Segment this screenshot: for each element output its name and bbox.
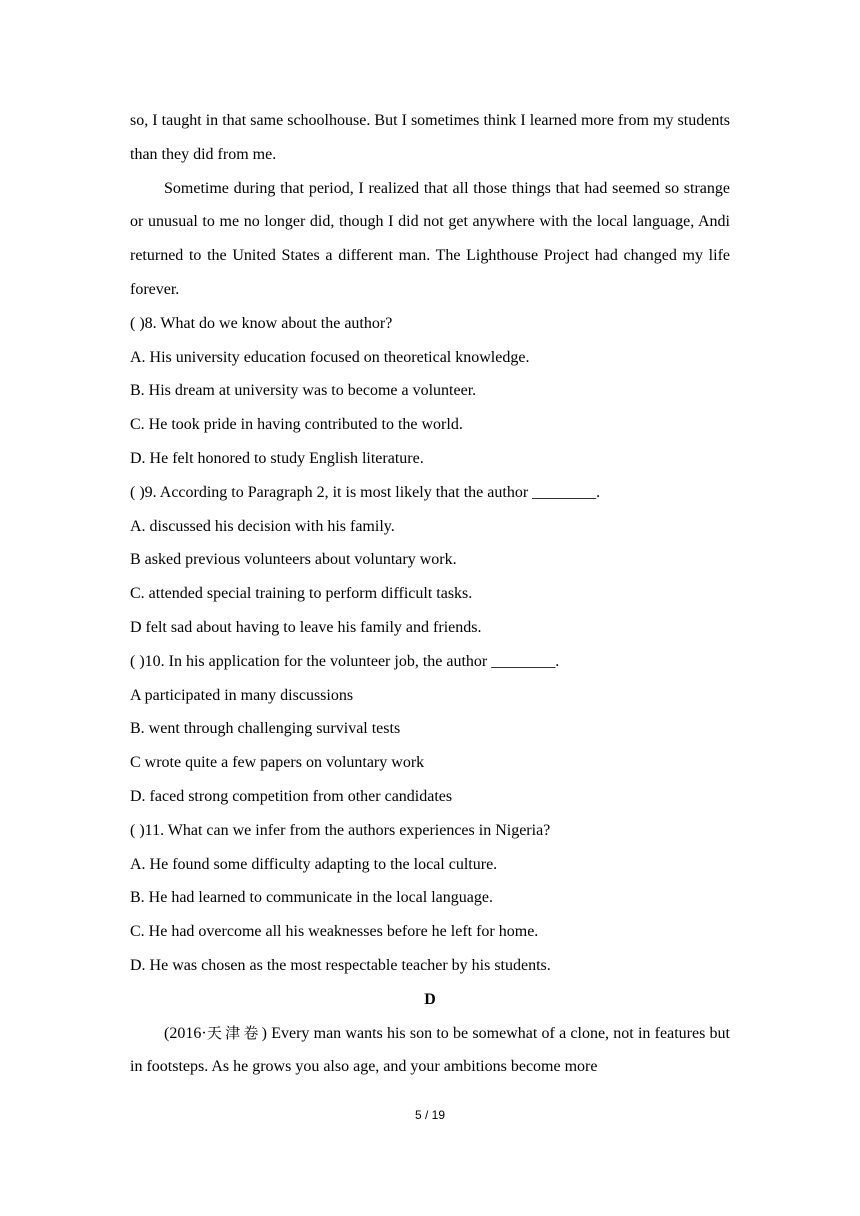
question-option: D. faced strong competition from other candidates [130,787,453,805]
passage-c-paragraph: so, I taught in that same schoolhouse. But I sometimes think I learned more from my students than they did from me. [130,112,730,163]
source-suffix: ) [261,1024,267,1042]
question-stem: ( )11. What can we infer from the authors experiences in Nigeria? [130,821,551,839]
source-name: 天津卷 [206,1023,262,1042]
question-stem: ( )10. In his application for the volunteer job, the author ________. [130,652,560,670]
question-8 [130,307,730,476]
page-number: 5 / 19 [414,1108,446,1122]
question-option: C. attended special training to perform difficult tasks. [130,585,473,603]
question-option: B. He had learned to communicate in the local language. [130,889,493,907]
question-option: C wrote quite a few papers on voluntary work [130,754,425,772]
question-9 [130,476,730,645]
source-prefix: (2016· [164,1024,207,1042]
question-option: D felt sad about having to leave his family and friends. [130,618,482,636]
passage-d-paragraph [130,1017,730,1085]
question-stem: ( )9. According to Paragraph 2, it is most likely that the author ________. [130,483,601,501]
question-option: B asked previous volunteers about voluntary work. [130,551,457,569]
question-10 [130,645,730,814]
passage-d-text: Every man wants his son to be somewhat of a clone, not in features but in footsteps. As he grows you also age, and your ambitions become more [130,1024,730,1076]
question-stem: ( )8. What do we know about the author? [130,314,393,332]
passage-c-last-paragraph: Sometime during that period, I realized that all those things that had seemed so strange or unusual to me no longer did, though I did not get anywhere with the local language, Andi returned to the United States a different man. The Lighthouse Project had changed my life forever. [130,179,730,298]
question-11 [130,814,730,983]
question-option: D. He was chosen as the most respectable teacher by his students. [130,956,551,974]
document-page [130,104,730,1084]
question-option: A participated in many discussions [130,686,354,704]
section-heading: D [424,990,436,1008]
question-option: A. discussed his decision with his family. [130,517,395,535]
question-option: B. went through challenging survival tests [130,720,401,738]
question-option: A. His university education focused on theoretical knowledge. [130,348,530,366]
question-option: C. He took pride in having contributed to the world. [130,416,463,434]
question-option: C. He had overcome all his weaknesses before he left for home. [130,923,539,941]
question-option: D. He felt honored to study English literature. [130,449,424,467]
question-option: B. His dream at university was to become a volunteer. [130,382,477,400]
question-option: A. He found some difficulty adapting to the local culture. [130,855,498,873]
